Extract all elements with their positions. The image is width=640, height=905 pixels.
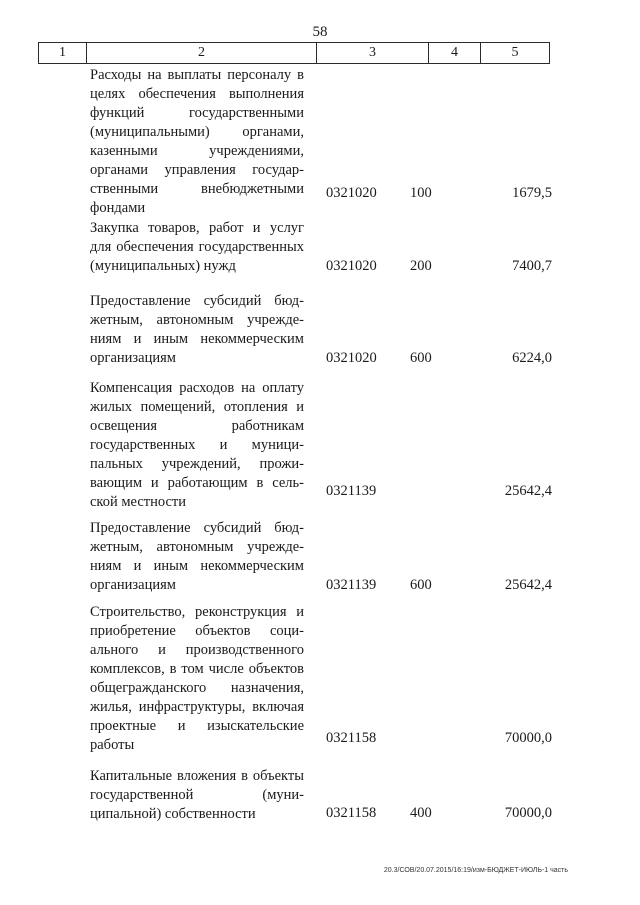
row-expense-type: 100 (410, 185, 432, 201)
row-description: Предоставление субсидий бюджетным, автономным учреждениям и иным некоммерческим организациям (90, 520, 304, 593)
header-col-3: 3 (317, 43, 429, 63)
table-header (38, 42, 550, 64)
row-code: 0321020 (326, 185, 377, 201)
header-col-2: 2 (87, 43, 317, 63)
header-col-1: 1 (39, 43, 87, 63)
page-number: 58 (312, 24, 328, 40)
row-description: Компенсация расходов на оплату жилых помещений, отопления и освещения работникам государственных и муниципальных учреждений, проживающим и работающим в сельской местности (90, 380, 304, 510)
row-description: Закупка товаров, работ и услуг для обеспечения государственных (муниципальных) нужд (90, 220, 304, 274)
row-expense-type: 400 (410, 805, 432, 821)
row-code: 0321020 (326, 350, 377, 366)
row-code: 0321158 (326, 730, 377, 746)
row-amount: 70000,0 (504, 805, 552, 821)
row-expense-type: 600 (410, 350, 432, 366)
row-amount: 1679,5 (512, 185, 552, 201)
row-expense-type: 200 (410, 258, 432, 274)
row-code: 0321139 (326, 483, 377, 499)
header-col-4: 4 (429, 43, 481, 63)
row-amount: 70000,0 (504, 730, 552, 746)
row-expense-type: 600 (410, 577, 432, 593)
row-description: Капитальные вложения в объекты государственной (муниципальной) собственности (90, 768, 304, 822)
row-code: 0321158 (326, 805, 377, 821)
row-amount: 7400,7 (512, 258, 552, 274)
row-description: Предоставление субсидий бюджетным, автономным учреждениям и иным некоммерческим организациям (90, 293, 304, 366)
row-description: Расходы на выплаты персоналу в целях обеспечения выполнения функций государственными (муниципальными) органами, казенными учреждениями, органами управления государственными внебюджетными фондами (90, 67, 304, 216)
row-amount: 6224,0 (512, 350, 552, 366)
row-description: Строительство, реконструкция и приобретение объектов социального и производственного комплексов, в том числе объектов общегражданского назначения, жилья, инфраструктуры, включая проектные и изыскательские работы (90, 604, 304, 753)
row-amount: 25642,4 (504, 483, 552, 499)
document-footer-id: 20.3/СОВ/20.07.2015/16:19/изм-БЮДЖЕТ-ИЮЛЬ-1 часть (383, 867, 568, 874)
row-code: 0321139 (326, 577, 377, 593)
row-amount: 25642,4 (504, 577, 552, 593)
row-code: 0321020 (326, 258, 377, 274)
header-col-5: 5 (511, 45, 519, 60)
